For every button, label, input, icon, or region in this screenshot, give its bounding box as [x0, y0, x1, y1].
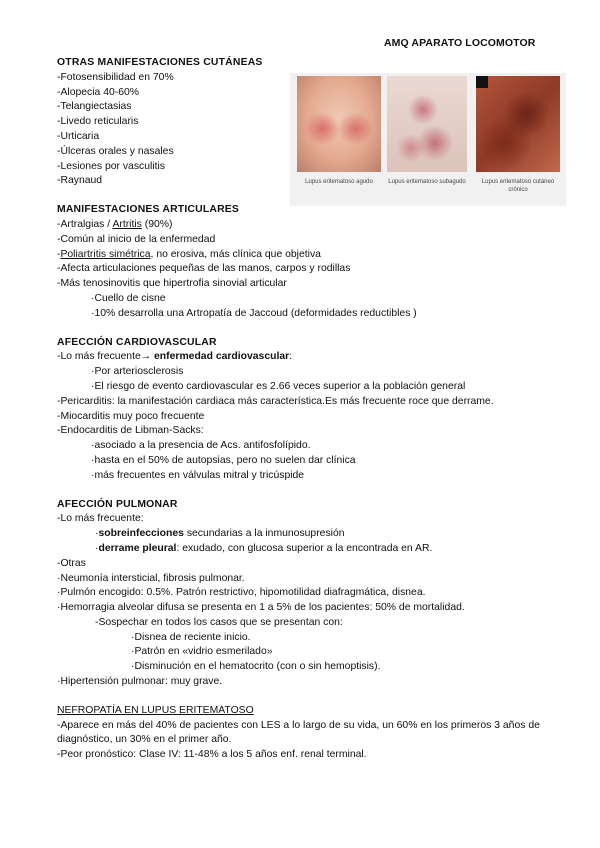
list-item: -Pericarditis: la manifestación cardiaca más característica.Es más frecuente roce que derrame. — [57, 395, 494, 407]
caption-chronic: Lupus eritematoso cutáneo crónico — [481, 179, 555, 193]
list-item: -Otras — [57, 557, 86, 569]
list-item: -Alopecia 40-60% — [57, 86, 140, 98]
caption-acute: Lupus eritematoso agudo — [305, 179, 373, 185]
list-subitem: ·más frecuentes en válvulas mitral y tricúspide — [91, 469, 305, 481]
list-item: -Raynaud — [57, 175, 103, 187]
list-item: -Lo más frecuente: — [57, 513, 144, 525]
list-item: ·Neumonía intersticial, fibrosis pulmonar. — [57, 572, 245, 584]
list-subitem: ·asociado a la presencia de Acs. antifosfolípido. — [91, 440, 311, 452]
list-subitem: ·derrame pleural: exudado, con glucosa superior a la encontrada en AR. — [95, 542, 433, 554]
list-item: -Común al inicio de la enfermedad — [57, 233, 216, 245]
paragraph: -Aparece en más del 40% de pacientes con LES a lo largo de su vida, un 60% en los primeros 3 años de diagnóstico, un 30% en el primer año. — [57, 719, 540, 746]
list-subitem: ·Patrón en «vidrio esmerilado» — [131, 646, 273, 658]
section-heading-articular: MANIFESTACIONES ARTICULARES — [57, 204, 240, 216]
list-item: ·Hemorragia alveolar difusa se presenta en 1 a 5% de los pacientes: 50% de mortalidad. — [57, 602, 465, 614]
list-item: ·Hipertensión pulmonar: muy grave. — [57, 676, 223, 688]
list-item: ·Pulmón encogido: 0.5%. Patrón restrictivo, hipomotilidad diafragmática, disnea. — [57, 587, 426, 599]
list-subitem: ·Disminución en el hematocrito (con o sin hemoptisis). — [131, 661, 381, 673]
list-item: -Poliartritis simétrica, no erosiva, más clínica que objetiva — [57, 248, 321, 260]
list-item: -Livedo reticularis — [57, 116, 139, 128]
section-heading-cutaneous: OTRAS MANIFESTACIONES CUTÁNEAS — [57, 57, 263, 68]
list-subitem: ·hasta en el 50% de autopsias, pero no suelen dar clínica — [91, 454, 356, 466]
list-item: -Urticaria — [57, 130, 100, 142]
list-subitem: ·Disnea de reciente inicio. — [131, 631, 251, 643]
list-item: -Telangiectasias — [57, 101, 132, 113]
section-heading-nephropathy: NEFROPATÍA EN LUPUS ERITEMATOSO — [57, 704, 254, 716]
list-item: -Miocarditis muy poco frecuente — [57, 410, 205, 422]
caption-subacute: Lupus eritematoso subagudo — [388, 179, 466, 185]
list-item: -Úlceras orales y nasales — [57, 145, 174, 157]
list-item: -Lesiones por vasculitis — [57, 160, 165, 172]
list-item: -Afecta articulaciones pequeñas de las manos, carpos y rodillas — [57, 263, 351, 275]
section-heading-cardiovascular: AFECCIÓN CARDIOVASCULAR — [57, 336, 217, 348]
list-subitem: ·El riesgo de evento cardiovascular es 2.66 veces superior a la población general — [91, 380, 466, 392]
document-body — [57, 56, 547, 763]
document-header: AMQ APARATO LOCOMOTOR — [384, 37, 536, 49]
list-subitem: ·sobreinfecciones secundarias a la inmunosupresión — [95, 528, 345, 540]
list-item: -Artralgias / Artritis (90%) — [57, 218, 173, 230]
list-subitem: ·10% desarrolla una Artropatía de Jaccoud (deformidades reductibles ) — [91, 307, 417, 319]
list-item: -Fotosensibilidad en 70% — [57, 71, 174, 83]
list-subitem: ·Cuello de cisne — [91, 292, 166, 304]
list-item: -Lo más frecuente→ enfermedad cardiovascular: — [57, 351, 293, 363]
list-item: -Endocarditis de Libman-Sacks: — [57, 425, 204, 437]
paragraph: -Peor pronóstico: Clase IV: 11-48% a los 5 años enf. renal terminal. — [57, 749, 367, 761]
list-subitem: ·Por arteriosclerosis — [91, 366, 184, 378]
section-heading-pulmonary: AFECCIÓN PULMONAR — [57, 498, 178, 510]
list-item: -Más tenosinovitis que hipertrofia sinovial articular — [57, 278, 287, 290]
list-subitem: -Sospechar en todos los casos que se presentan con: — [95, 616, 343, 628]
